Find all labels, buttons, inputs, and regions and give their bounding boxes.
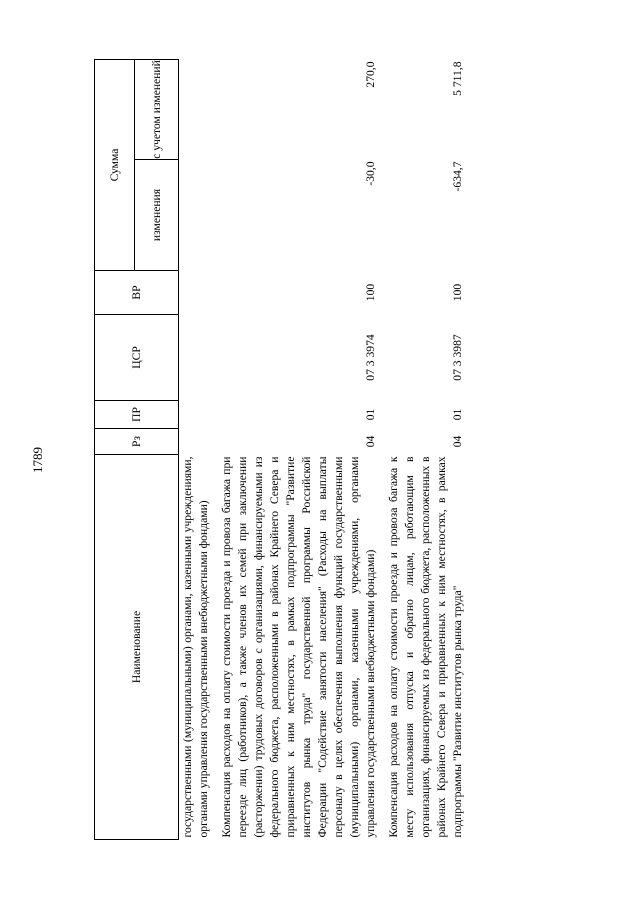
header-vr: ВР [95, 271, 179, 315]
row-pr [179, 401, 213, 429]
row-vr: 100 [364, 283, 377, 302]
row-csr: 07 3 3974 [364, 334, 377, 381]
header-pr: ПР [95, 401, 179, 429]
header-name: Наименование [95, 455, 179, 840]
row-rz: 04 [451, 435, 464, 448]
header-with-changes: с учетом изменений [135, 59, 179, 159]
row-csr: 07 3 3987 [451, 334, 464, 381]
row-name: государственными (муниципальными) органами, казенными учреждениями, органами управления государственными внебюджетными фондами) [181, 456, 210, 838]
row-csr [179, 315, 213, 401]
header-sum: Сумма [95, 59, 135, 270]
budget-table [94, 59, 466, 840]
row-rz [179, 429, 213, 455]
row-pr: 01 [364, 408, 377, 421]
row-change [179, 160, 213, 271]
table-row [379, 59, 466, 839]
row-vr: 100 [451, 283, 464, 302]
row-vr [179, 271, 213, 315]
row-total: 270,0 [364, 61, 377, 88]
row-total: 5 711,8 [451, 61, 464, 96]
page-number: 1789 [30, 447, 45, 473]
row-change: -634,7 [451, 161, 464, 192]
header-rz: Рз [95, 429, 179, 455]
header-csr: ЦСР [95, 315, 179, 401]
table-row [212, 59, 379, 839]
row-total [179, 59, 213, 159]
header-change: изменения [135, 160, 179, 271]
row-rz: 04 [364, 435, 377, 448]
row-change: -30,0 [364, 161, 377, 186]
row-name: Компенсация расходов на оплату стоимости проезда и провоза багажа при переезде лиц (работников), а также членов их семей при заключении (расторжении) трудовых договоров с организациями, финансируемыми из федерального бюджета, расположенными в районах Крайнего Севера и приравненных к ним местностях, в рамках подпрограммы "Развитие институтов рынка труда" государственной программы Российской Федерации "Содействие занятости населения" (Расходы на выплаты персоналу в целях обеспечения выполнения функций государственными (муниципальными) органами, казенными учреждениями, органами управления государственными внебюджетными фондами) [220, 456, 377, 838]
row-name: Компенсация расходов на оплату стоимости проезда и провоза багажа к месту использования отпуска и обратно лицам, работающим в организациях, финансируемых из федерального бюджета, расположенных в районах Крайнего Севера и приравненных к ним местностях, в рамках подпрограммы "Развитие институтов рынка труда" [387, 456, 464, 838]
row-pr: 01 [451, 408, 464, 421]
budget-table-page [94, 60, 610, 840]
table-row [179, 59, 213, 839]
